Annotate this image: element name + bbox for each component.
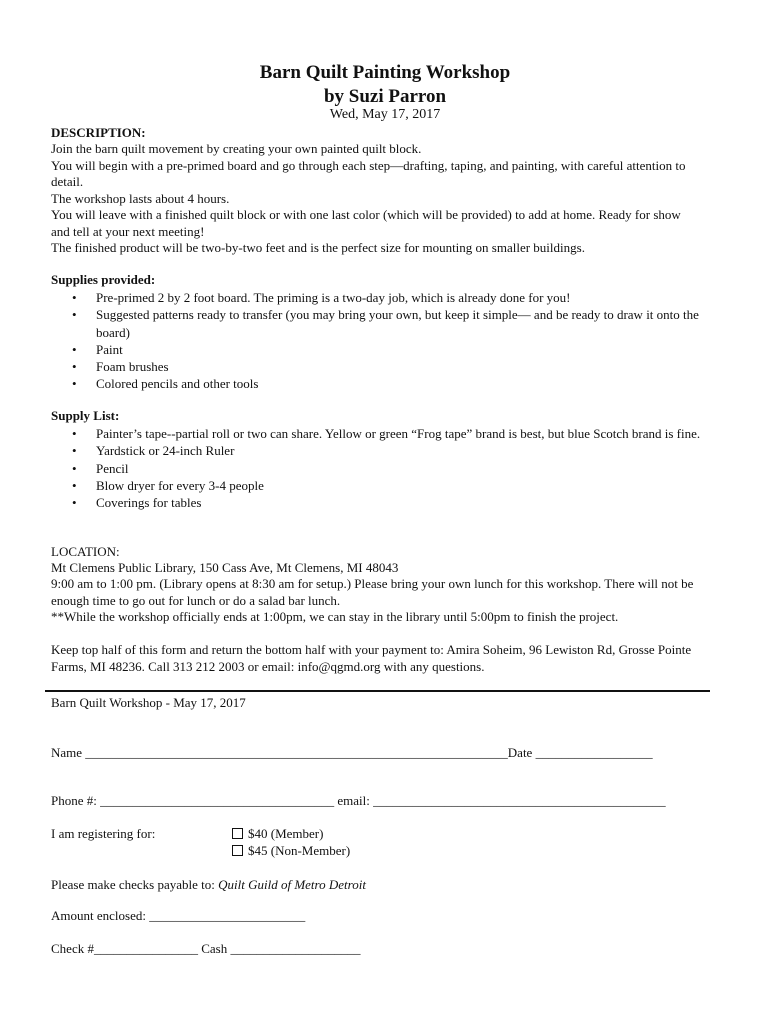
- name-date-field[interactable]: Name _________________________________________________________________Date __________________: [51, 745, 653, 760]
- event-date: Wed, May 17, 2017: [329, 107, 441, 122]
- registering-label: I am registering for:: [51, 826, 156, 841]
- list-item: • Pre-primed 2 by 2 foot board. The priming is a two-day job, which is already done for you!: [72, 289, 712, 306]
- member-checkbox[interactable]: [232, 828, 243, 839]
- list-item: • Foam brushes: [72, 358, 712, 375]
- amount-enclosed-field[interactable]: Amount enclosed: ________________________: [51, 908, 306, 923]
- supply-list-heading: Supply List:: [51, 408, 120, 423]
- supply-list: [72, 425, 712, 511]
- document-title: Barn Quilt Painting Workshop: [259, 62, 511, 83]
- supplies-provided-list: [72, 289, 712, 393]
- payable-to-name: Quilt Guild of Metro Detroit: [218, 877, 366, 892]
- member-option-label: $40 (Member): [248, 826, 324, 841]
- payable-label: Please make checks payable to:: [51, 877, 219, 892]
- form-title: Barn Quilt Workshop - May 17, 2017: [51, 695, 246, 710]
- list-item: • Painter’s tape--partial roll or two can share. Yellow or green “Frog tape” brand is best, but blue Scotch brand is fine.: [72, 425, 712, 442]
- location-heading: LOCATION:: [51, 544, 120, 559]
- description-heading: DESCRIPTION:: [51, 125, 146, 140]
- supplies-provided-heading: Supplies provided:: [51, 272, 156, 287]
- payable-line: [51, 877, 366, 893]
- location-address: Mt Clemens Public Library, 150 Cass Ave, Mt Clemens, MI 48043: [51, 560, 399, 575]
- phone-email-field[interactable]: Phone #: ____________________________________ email: _____________________________________________: [51, 793, 666, 808]
- nonmember-option-label: $45 (Non-Member): [248, 843, 351, 858]
- list-item: • Suggested patterns ready to transfer (you may bring your own, but keep it simple— and be ready to draw it onto the board): [72, 306, 712, 341]
- list-item: • Yardstick or 24-inch Ruler: [72, 442, 712, 459]
- description-text: Join the barn quilt movement by creating your own painted quilt block. You will begin with a pre-primed board and go through each step—drafting, taping, and painting, with careful attention to detail. The workshop lasts about 4 hours. You will leave with a finished quilt block or with one last color (which will be provided) to add at home. Ready for show and tell at your next meeting! The finished product will be two-by-two feet and is the perfect size for mounting on smaller buildings.: [51, 141, 686, 255]
- check-cash-field[interactable]: Check #________________ Cash ____________________: [51, 941, 361, 956]
- list-item: • Blow dryer for every 3-4 people: [72, 477, 712, 494]
- nonmember-option[interactable]: [232, 843, 350, 859]
- document-subtitle: by Suzi Parron: [323, 86, 447, 107]
- return-instructions: Keep top half of this form and return the bottom half with your payment to: Amira Soheim, 96 Lewiston Rd, Grosse Pointe Farms, MI 48236. Call 313 212 2003 or email: info@qgmd.org with any questions.: [51, 642, 692, 674]
- member-option[interactable]: [232, 826, 323, 842]
- tear-off-divider: [45, 690, 710, 692]
- location-note: **While the workshop officially ends at 1:00pm, we can stay in the library until 5:00pm to finish the project.: [51, 609, 619, 624]
- list-item: • Pencil: [72, 460, 712, 477]
- list-item: • Paint: [72, 341, 712, 358]
- list-item: • Coverings for tables: [72, 494, 712, 511]
- location-hours: 9:00 am to 1:00 pm. (Library opens at 8:30 am for setup.) Please bring your own lunch for this workshop. There will not be enough time to go out for lunch or do a salad bar lunch.: [51, 576, 694, 608]
- list-item: • Colored pencils and other tools: [72, 375, 712, 392]
- nonmember-checkbox[interactable]: [232, 845, 243, 856]
